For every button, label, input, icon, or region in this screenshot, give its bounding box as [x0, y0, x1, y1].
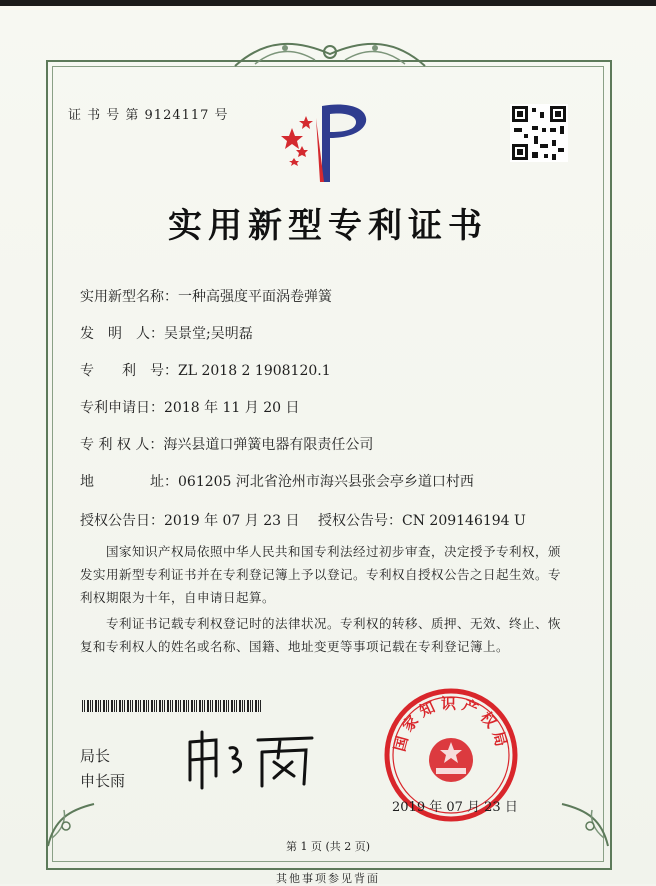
field-patentee [80, 434, 373, 454]
director-signature [182, 728, 322, 790]
field-value: CN 209146194 U [402, 513, 526, 529]
field-label: 地 址： [80, 474, 178, 490]
field-patent-number [80, 360, 331, 380]
seal-text: 国家知识产权局 [390, 694, 512, 754]
page-number: 第 1 页 (共 2 页) [285, 840, 371, 853]
field-grant-number [318, 510, 526, 530]
seal-date: 2019 年 07 月 23 日 [392, 800, 518, 815]
certificate-number: 证 书 号 第 9124117 号 [68, 108, 229, 123]
field-value: 一种高强度平面涡卷弹簧 [178, 289, 332, 305]
field-value: 2018 年 11 月 20 日 [164, 400, 300, 416]
floral-ornament-top [225, 34, 435, 74]
grant-statement-paragraph: 国家知识产权局依照中华人民共和国专利法经过初步审查，决定授予专利权，颁发实用新型专利证书并在专利登记簿上予以登记。专利权自授权公告之日起生效。专利权期限为十年，自申请日起算。 [80, 544, 562, 605]
field-application-date [80, 397, 300, 417]
field-label: 授权公告日： [80, 513, 164, 529]
certificate-title: 实用新型专利证书 [168, 206, 488, 246]
field-label: 专 利 权 人： [80, 437, 164, 453]
field-value: ZL 2018 2 1908120.1 [178, 363, 331, 379]
qr-code-icon [510, 104, 568, 162]
field-label: 发 明 人： [80, 326, 164, 342]
field-address [80, 471, 474, 491]
legal-status-paragraph: 专利证书记载专利权登记时的法律状况。专利权的转移、质押、无效、终止、恢复和专利权人的姓名或名称、国籍、地址变更等事项记载在专利登记簿上。 [80, 616, 562, 654]
patent-office-logo-icon [272, 98, 376, 184]
director-title: 局长 [80, 747, 111, 765]
certificate-inner-border [52, 66, 604, 862]
field-value: 吴景堂;吴明磊 [164, 326, 253, 342]
field-value: 海兴县道口弹簧电器有限责任公司 [163, 437, 374, 453]
footer-note: 其他事项参见背面 [276, 872, 380, 885]
field-value: 2019 年 07 月 23 日 [164, 513, 300, 529]
field-label: 专利申请日： [80, 400, 164, 416]
field-label: 授权公告号： [318, 513, 402, 529]
field-utility-model-name [80, 286, 332, 306]
field-inventor [80, 323, 253, 343]
director-name: 申长雨 [80, 772, 126, 790]
barcode [82, 700, 262, 712]
field-grant-date [80, 510, 300, 530]
field-label: 专 利 号： [80, 363, 178, 379]
top-edge [0, 0, 656, 6]
field-value: 061205 河北省沧州市海兴县张会亭乡道口村西 [178, 474, 474, 490]
field-label: 实用新型名称： [80, 289, 178, 305]
